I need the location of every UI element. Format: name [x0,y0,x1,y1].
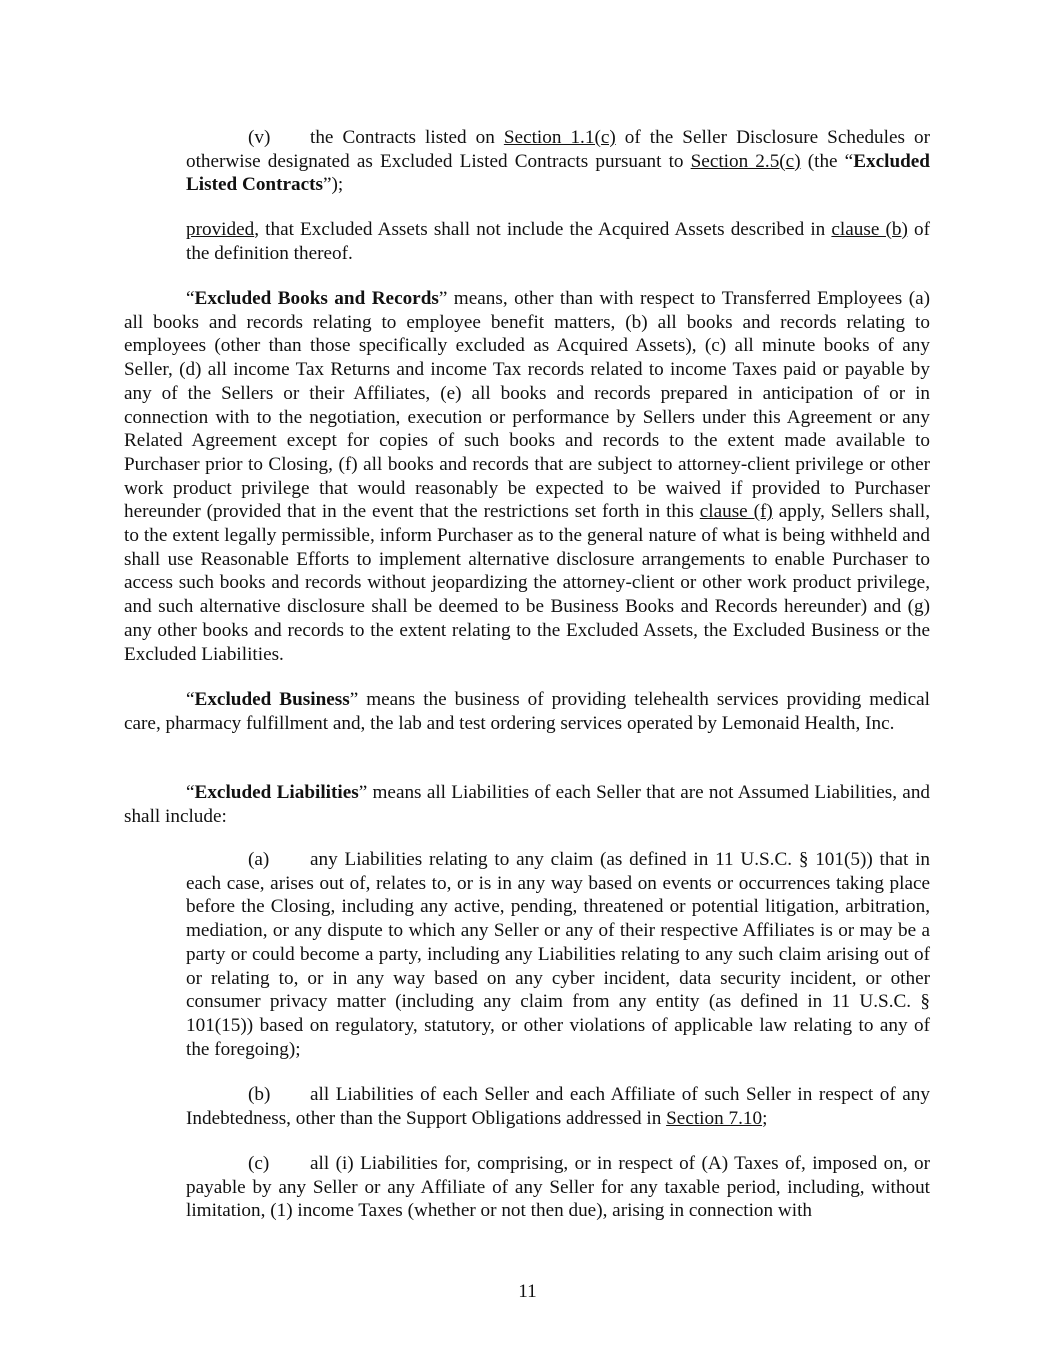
proviso-paragraph: provided, that Excluded Assets shall not include the Acquired Assets described in clause (b) of the definition thereof. [186,219,930,264]
clause-label: (b) [248,1084,271,1105]
definition-excluded-liabilities: “Excluded Liabilities” means all Liabilities of each Seller that are not Assumed Liabilities, and shall include: [124,782,931,827]
clause-b-indebtedness: (b) all Liabilities of each Seller and each Affiliate of such Seller in respect of any Indebtedness, other than the Support Obligations addressed in Section 7.10; [186,1084,930,1129]
definition-excluded-business: “Excluded Business” means the business of providing telehealth services providing medical care, pharmacy fulfillment and, the lab and test ordering services operated by Lemonaid Health, Inc. [124,689,930,734]
defined-term: Excluded Business [194,689,350,710]
defined-term: Excluded Listed Contracts [186,150,930,196]
defined-term: Excluded Books and Records [194,288,439,309]
clause-label: (a) [248,849,270,870]
section-reference: Section 1.1(c) [503,127,616,148]
clause-reference: clause (f) [699,501,773,523]
section-reference: Section 2.5(c) [690,150,801,172]
definition-excluded-books-and-records: “Excluded Books and Records” means, other than with respect to Transferred Employees (a) all books and records relating to employee benefit matters, (b) all books and records relating to employees (other than those specifically excluded as Acquired Assets), (c) all minute books of any Seller, (d) all income Tax Returns and income Tax records related to income Taxes paid or payable by any of the Sellers or their Affiliates, (e) all books and records prepared in anticipation of or in connection with to the negotiation, execution or performance by Sellers under this Agreement or any Related Agreement except for copies of such books and records to the extent made available to Purchaser prior to Closing, (f) all books and records that are subject to attorney-client privilege or other work product privilege that would reasonably be expected to be waived if provided to Purchaser hereunder (provided that in the event that the restrictions set forth in this clause (f) apply, Sellers shall, to the extent legally permissible, inform Purchaser as to the general nature of what is being withheld and shall use Reasonable Efforts to implement alternative disclosure arrangements to enable Purchaser to access such books and records without jeopardizing the attorney-client or other work product privilege, and such alternative disclosure shall be deemed to be Business Books and Records hereunder) and (g) any other books and records to the extent relating to the Excluded Assets, the Excluded Business or the Excluded Liabilities. [124,288,931,665]
clause-v-excluded-listed-contracts: (v) the Contracts listed on Section 1.1(c) of the Seller Disclosure Schedules or otherwise designated as Excluded Listed Contracts pursuant to Section 2.5(c) (the “Excluded Listed Contracts”); [186,127,930,196]
clause-label: (c) [248,1153,270,1174]
clause-a-claims-liabilities: (a) any Liabilities relating to any claim (as defined in 11 U.S.C. § 101(5)) that in each case, arises out of, relates to, or is in any way based on events or occurrences taking place before the Closing, including any active, pending, threatened or potential litigation, arbitration, mediation, or any dispute to which any Seller or any of their respective Affiliates is or may be a party or could become a party, including any Liabilities relating to any such claim arising out of or relating to, or in any way based on any cyber incident, data security incident, or other consumer privacy matter (including any claim from any entity (as defined in 11 U.S.C. § 101(15)) based on regulatory, statutory, or other violations of applicable law relating to any of the foregoing); [186,849,930,1060]
defined-term: Excluded Liabilities [194,782,359,803]
section-reference: Section 7.10 [666,1107,763,1129]
page-number: 11 [518,1281,537,1302]
proviso-lead: provided [186,219,255,240]
clause-reference: clause (b) [831,219,908,240]
clause-label: (v) [248,127,271,148]
clause-c-taxes: (c) all (i) Liabilities for, comprising, or in respect of (A) Taxes of, imposed on, or payable by any Seller or any Affiliate of any Seller for any taxable period, including, without limitation, (1) income Taxes (whether or not then due), arising in connection with [186,1153,930,1222]
